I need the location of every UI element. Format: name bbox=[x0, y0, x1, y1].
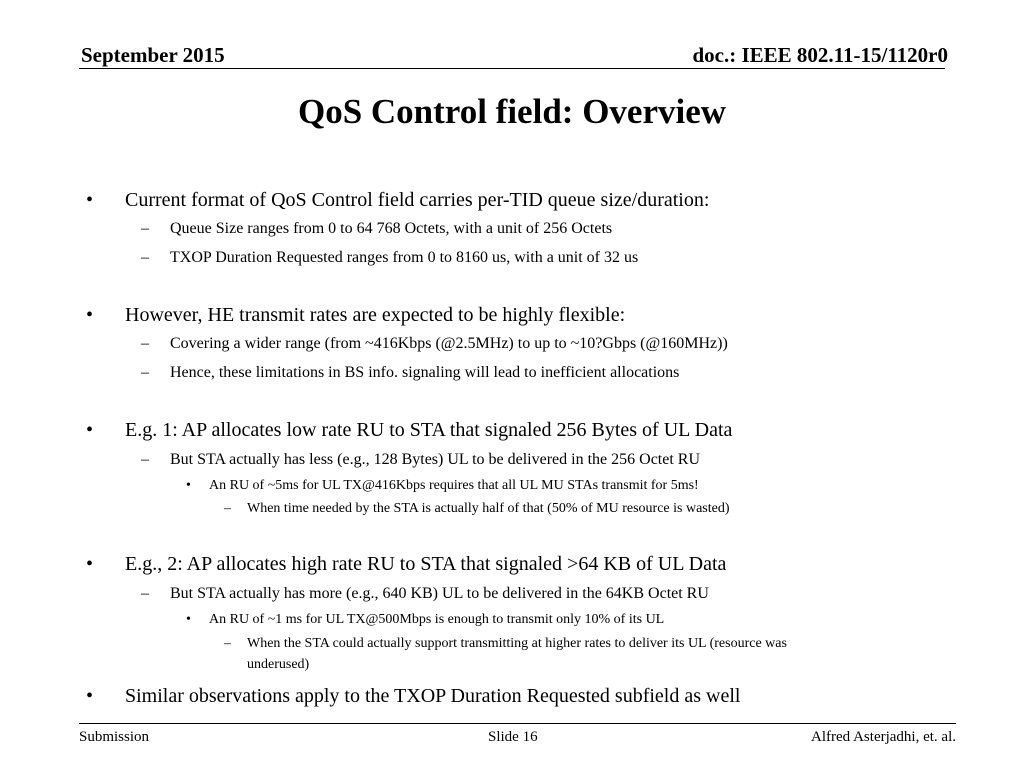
bullet-2-sub-2: Hence, these limitations in BS info. signaling will lead to inefficient allocations bbox=[170, 364, 680, 381]
footer-divider bbox=[79, 723, 956, 724]
header-divider bbox=[79, 68, 945, 69]
bullet-marker: • bbox=[86, 685, 94, 707]
bullet-2-sub-1: Covering a wider range (from ~416Kbps (@2.5MHz) to up to ~10?Gbps (@160MHz)) bbox=[170, 335, 728, 352]
dash-marker: – bbox=[141, 585, 149, 602]
footer-submission: Submission bbox=[79, 729, 150, 745]
dash-marker: – bbox=[141, 220, 149, 237]
bullet-3-sub-1-sub-1: An RU of ~5ms for UL TX@416Kbps requires that all UL MU STAs transmit for 5ms! bbox=[209, 478, 699, 493]
bullet-3: E.g. 1: AP allocates low rate RU to STA that signaled 256 Bytes of UL Data bbox=[125, 419, 733, 441]
bullet-marker: • bbox=[86, 419, 94, 441]
bullet-4-sub-1-sub-1-sub-1-line-1: When the STA could actually support transmitting at higher rates to deliver its UL (resource was bbox=[247, 636, 787, 651]
slide-title: QoS Control field: Overview bbox=[297, 92, 727, 131]
dash-marker: – bbox=[141, 451, 149, 468]
bullet-4: E.g., 2: AP allocates high rate RU to STA that signaled >64 KB of UL Data bbox=[125, 553, 727, 575]
bullet-3-sub-1: But STA actually has less (e.g., 128 Bytes) UL to be delivered in the 256 Octet RU bbox=[170, 451, 701, 468]
bullet-5: Similar observations apply to the TXOP Duration Requested subfield as well bbox=[125, 685, 741, 707]
bullet-4-sub-1-sub-1-sub-1-line-2: underused) bbox=[247, 657, 310, 672]
bullet-marker: • bbox=[186, 478, 191, 493]
dash-marker: – bbox=[224, 501, 231, 516]
footer-author: Alfred Asterjadhi, et. al. bbox=[811, 729, 956, 745]
bullet-marker: • bbox=[86, 304, 94, 326]
dash-marker: – bbox=[224, 636, 231, 651]
bullet-marker: • bbox=[86, 553, 94, 575]
bullet-4-sub-1: But STA actually has more (e.g., 640 KB) UL to be delivered in the 64KB Octet RU bbox=[170, 585, 709, 602]
dash-marker: – bbox=[141, 364, 149, 381]
header-date: September 2015 bbox=[81, 43, 225, 67]
bullet-marker: • bbox=[186, 612, 191, 627]
header-doc-id: doc.: IEEE 802.11-15/1120r0 bbox=[692, 43, 948, 67]
bullet-1-sub-1: Queue Size ranges from 0 to 64 768 Octets, with a unit of 256 Octets bbox=[170, 220, 613, 237]
bullet-1: Current format of QoS Control field carries per-TID queue size/duration: bbox=[125, 189, 710, 211]
bullet-marker: • bbox=[86, 189, 94, 211]
bullet-1-sub-2: TXOP Duration Requested ranges from 0 to 8160 us, with a unit of 32 us bbox=[170, 249, 639, 266]
bullet-4-sub-1-sub-1: An RU of ~1 ms for UL TX@500Mbps is enough to transmit only 10% of its UL bbox=[209, 612, 665, 627]
footer-slide-number: Slide 16 bbox=[488, 729, 538, 745]
dash-marker: – bbox=[141, 249, 149, 266]
bullet-2: However, HE transmit rates are expected to be highly flexible: bbox=[125, 304, 626, 326]
dash-marker: – bbox=[141, 335, 149, 352]
bullet-3-sub-1-sub-1-sub-1: When time needed by the STA is actually half of that (50% of MU resource is wasted) bbox=[247, 501, 730, 516]
